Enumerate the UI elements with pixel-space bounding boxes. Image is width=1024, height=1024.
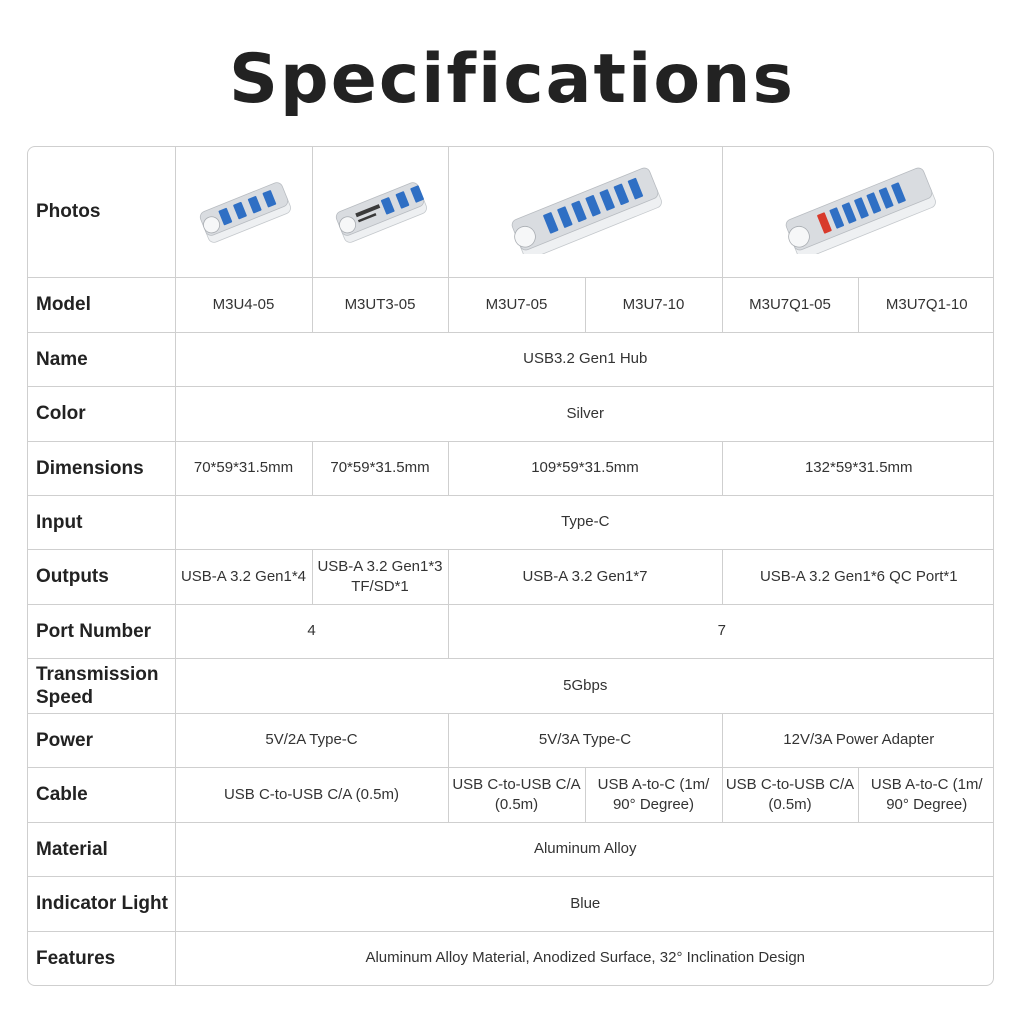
photos-label: Photos bbox=[28, 147, 175, 277]
usb-hub-3-port-card-reader-icon bbox=[315, 174, 446, 250]
model-label: Model bbox=[28, 277, 175, 332]
cable-label: Cable bbox=[28, 767, 175, 822]
port-number-row bbox=[28, 604, 994, 658]
name-row bbox=[28, 332, 994, 386]
outputs-cell: USB-A 3.2 Gen1*4 bbox=[175, 549, 312, 604]
power-label: Power bbox=[28, 713, 175, 767]
model-cell: M3U7-05 bbox=[448, 277, 585, 332]
model-cell: M3U7Q1-10 bbox=[858, 277, 994, 332]
dimensions-cell: 70*59*31.5mm bbox=[312, 441, 448, 495]
material-value: Aluminum Alloy bbox=[175, 822, 994, 876]
port-number-cell: 7 bbox=[448, 604, 994, 658]
photo-m3ut3-05 bbox=[312, 147, 448, 277]
input-label: Input bbox=[28, 495, 175, 549]
photos-row bbox=[28, 147, 994, 277]
color-label: Color bbox=[28, 386, 175, 441]
specifications-table bbox=[27, 146, 994, 986]
cable-cell: USB A-to-C (1m/ 90° Degree) bbox=[585, 767, 722, 822]
cable-cell: USB C-to-USB C/A (0.5m) bbox=[448, 767, 585, 822]
port-number-cell: 4 bbox=[175, 604, 448, 658]
outputs-cell: USB-A 3.2 Gen1*6 QC Port*1 bbox=[722, 549, 994, 604]
outputs-row bbox=[28, 549, 994, 604]
name-label: Name bbox=[28, 332, 175, 386]
transmission-speed-value: 5Gbps bbox=[175, 658, 994, 713]
color-value: Silver bbox=[175, 386, 994, 441]
dimensions-row bbox=[28, 441, 994, 495]
model-cell: M3UT3-05 bbox=[312, 277, 448, 332]
usb-hub-4-port-icon bbox=[178, 174, 310, 250]
cable-cell: USB A-to-C (1m/ 90° Degree) bbox=[858, 767, 994, 822]
features-row bbox=[28, 931, 994, 985]
transmission-speed-row bbox=[28, 658, 994, 713]
outputs-cell: USB-A 3.2 Gen1*7 bbox=[448, 549, 722, 604]
power-row bbox=[28, 713, 994, 767]
model-row bbox=[28, 277, 994, 332]
dimensions-cell: 70*59*31.5mm bbox=[175, 441, 312, 495]
material-label: Material bbox=[28, 822, 175, 876]
input-row bbox=[28, 495, 994, 549]
photo-m3u4-05 bbox=[175, 147, 312, 277]
usb-hub-7-port-icon bbox=[451, 164, 720, 260]
input-value: Type-C bbox=[175, 495, 994, 549]
page-title: Specifications bbox=[229, 40, 795, 119]
outputs-label: Outputs bbox=[28, 549, 175, 604]
cable-cell: USB C-to-USB C/A (0.5m) bbox=[175, 767, 448, 822]
usb-hub-7-port-qc-icon bbox=[725, 164, 994, 260]
model-cell: M3U7-10 bbox=[585, 277, 722, 332]
photo-m3u7q1 bbox=[722, 147, 994, 277]
cable-cell: USB C-to-USB C/A (0.5m) bbox=[722, 767, 858, 822]
indicator-light-value: Blue bbox=[175, 876, 994, 931]
model-cell: M3U4-05 bbox=[175, 277, 312, 332]
cable-row bbox=[28, 767, 994, 822]
power-cell: 5V/3A Type-C bbox=[448, 713, 722, 767]
features-label: Features bbox=[28, 931, 175, 985]
indicator-light-row bbox=[28, 876, 994, 931]
dimensions-label: Dimensions bbox=[28, 441, 175, 495]
material-row bbox=[28, 822, 994, 876]
color-row bbox=[28, 386, 994, 441]
power-cell: 5V/2A Type-C bbox=[175, 713, 448, 767]
model-cell: M3U7Q1-05 bbox=[722, 277, 858, 332]
photo-m3u7 bbox=[448, 147, 722, 277]
dimensions-cell: 109*59*31.5mm bbox=[448, 441, 722, 495]
power-cell: 12V/3A Power Adapter bbox=[722, 713, 994, 767]
outputs-cell: USB-A 3.2 Gen1*3 TF/SD*1 bbox=[312, 549, 448, 604]
dimensions-cell: 132*59*31.5mm bbox=[722, 441, 994, 495]
transmission-speed-label: Transmission Speed bbox=[28, 658, 175, 713]
indicator-light-label: Indicator Light bbox=[28, 876, 175, 931]
name-value: USB3.2 Gen1 Hub bbox=[175, 332, 994, 386]
features-value: Aluminum Alloy Material, Anodized Surface, 32° Inclination Design bbox=[175, 931, 994, 985]
port-number-label: Port Number bbox=[28, 604, 175, 658]
